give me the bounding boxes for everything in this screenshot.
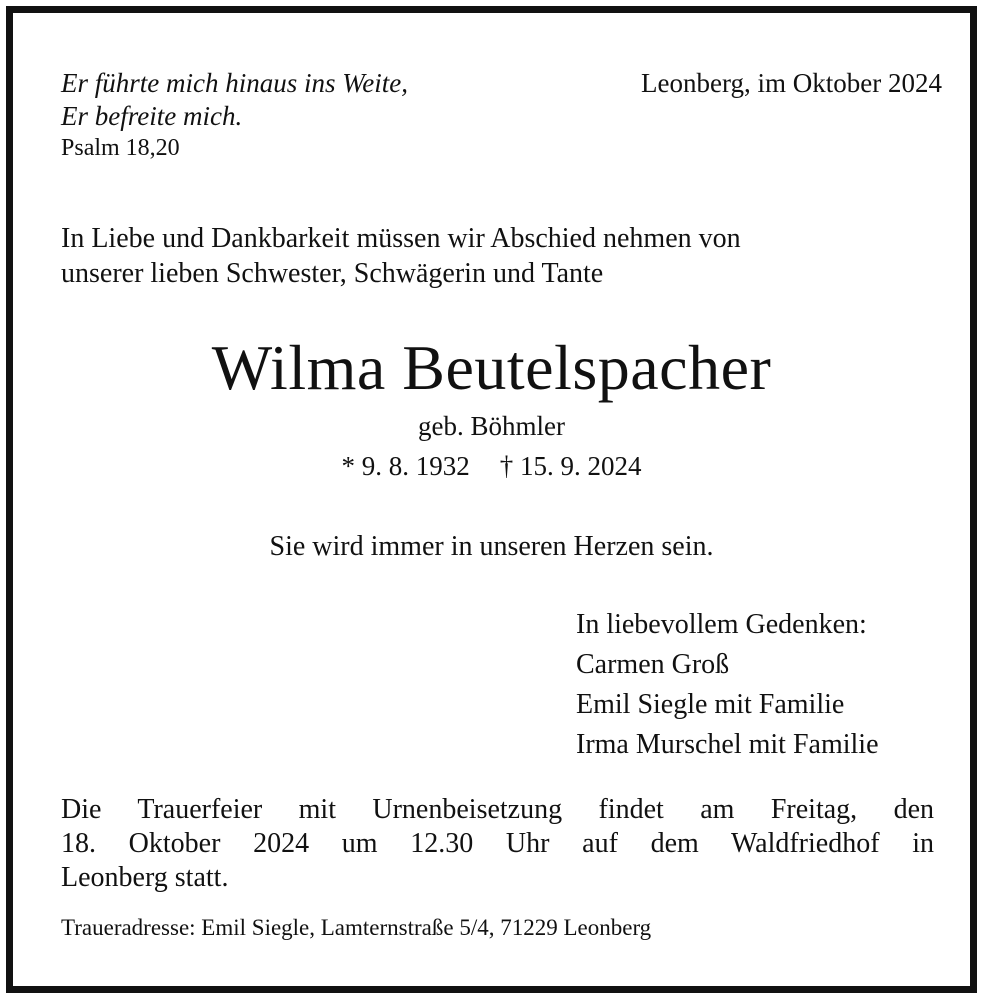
verse-line-2: Er befreite mich. [61,101,243,131]
ceremony-line-3: Leonberg statt. [61,862,229,893]
death-date: † 15. 9. 2024 [499,451,642,481]
mourning-address: Traueradresse: Emil Siegle, Lamternstraße 5/4, 71229 Leonberg [61,915,652,940]
mourners-heading: In liebevollem Gedenken: [576,609,867,640]
obituary-frame [6,6,977,993]
verse-reference: Psalm 18,20 [61,135,180,161]
mourner-name: Irma Murschel mit Familie [576,729,879,760]
maiden-name: geb. Böhmler [418,411,565,441]
ceremony-notice [61,793,934,895]
ceremony-line-1: Die Trauerfeier mit Urnenbeisetzung findet am Freitag, den [61,794,934,825]
intro-line-1: In Liebe und Dankbarkeit müssen wir Abschied nehmen von [61,223,741,254]
mourners-list [576,605,879,765]
deceased-name: Wilma Beutelspacher [211,332,772,403]
mourner-name: Emil Siegle mit Familie [576,689,845,720]
psalm-verse [61,67,408,163]
intro-text [61,221,741,291]
life-dates [13,449,970,483]
place-date: Leonberg, im Oktober 2024 [641,68,942,98]
birth-date: * 9. 8. 1932 [341,451,470,481]
ceremony-line-2: 18. Oktober 2024 um 12.30 Uhr auf dem Waldfriedhof in [61,828,934,859]
intro-line-2: unserer lieben Schwester, Schwägerin und Tante [61,258,604,289]
mourner-name: Carmen Groß [576,649,730,680]
motto: Sie wird immer in unseren Herzen sein. [269,531,714,562]
verse-line-1: Er führte mich hinaus ins Weite, [61,68,408,98]
